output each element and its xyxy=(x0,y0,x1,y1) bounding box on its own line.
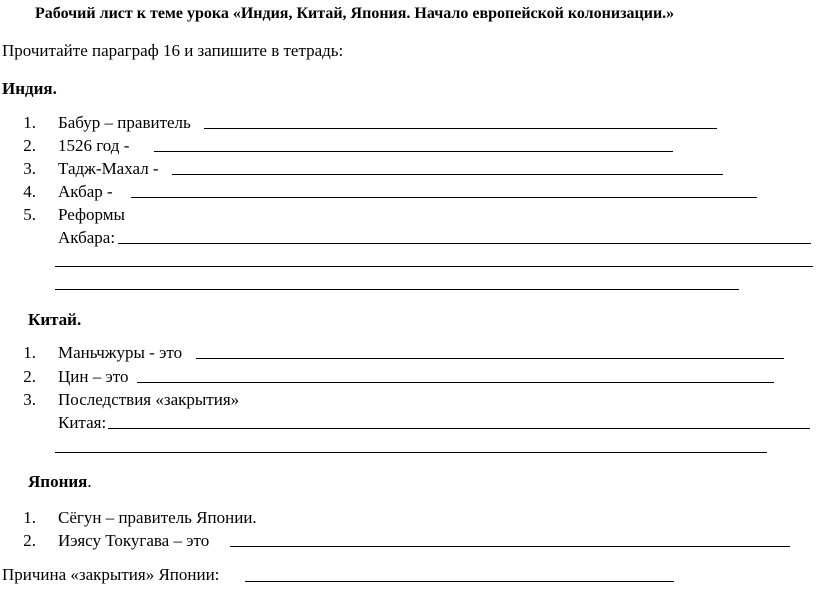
answer-line[interactable] xyxy=(118,243,811,244)
answer-line[interactable] xyxy=(154,151,673,152)
item-number: 1. xyxy=(23,113,36,132)
item-label: Тадж-Махал - xyxy=(58,159,159,178)
section-heading-india: Индия. xyxy=(2,79,57,98)
item-number: 5. xyxy=(23,205,36,224)
item-number: 3. xyxy=(23,159,36,178)
answer-line[interactable] xyxy=(196,358,784,359)
answer-line[interactable] xyxy=(55,289,739,290)
item-number: 2. xyxy=(23,531,36,550)
answer-line[interactable] xyxy=(55,452,767,453)
item-label-continued: Китая: xyxy=(58,413,107,432)
answer-line[interactable] xyxy=(204,128,717,129)
section-heading-japan-period: . xyxy=(87,472,92,491)
item-number: 3. xyxy=(23,390,36,409)
answer-line[interactable] xyxy=(108,428,810,429)
answer-line[interactable] xyxy=(172,174,723,175)
answer-line[interactable] xyxy=(55,266,813,267)
answer-line[interactable] xyxy=(230,546,790,547)
item-label: 1526 год - xyxy=(58,136,130,155)
item-number: 2. xyxy=(23,136,36,155)
item-label: Цин – это xyxy=(58,367,129,386)
item-label: Реформы xyxy=(58,205,125,224)
closing-question: Причина «закрытия» Японии: xyxy=(2,565,220,584)
section-heading-japan xyxy=(28,472,92,492)
answer-line[interactable] xyxy=(131,197,757,198)
answer-line[interactable] xyxy=(137,382,774,383)
item-label: Последствия «закрытия» xyxy=(58,390,240,409)
item-number: 1. xyxy=(23,508,36,527)
page-title: Рабочий лист к теме урока «Индия, Китай, Япония. Начало европейской колонизации.» xyxy=(35,5,675,22)
section-heading-china: Китай. xyxy=(28,310,82,329)
answer-line[interactable] xyxy=(245,581,674,582)
item-label-continued: Акбара: xyxy=(58,228,116,247)
item-number: 1. xyxy=(23,343,36,362)
item-label: Акбар - xyxy=(58,182,113,201)
item-label: Маньчжуры - это xyxy=(58,343,183,362)
item-number: 4. xyxy=(23,182,36,201)
item-number: 2. xyxy=(23,367,36,386)
instruction-text: Прочитайте параграф 16 и запишите в тетрадь: xyxy=(2,41,344,60)
item-label: Бабур – правитель xyxy=(58,113,191,132)
section-heading-japan-text: Япония xyxy=(28,472,88,491)
item-label: Сёгун – правитель Японии. xyxy=(58,508,257,527)
item-label: Иэясу Токугава – это xyxy=(58,531,210,550)
